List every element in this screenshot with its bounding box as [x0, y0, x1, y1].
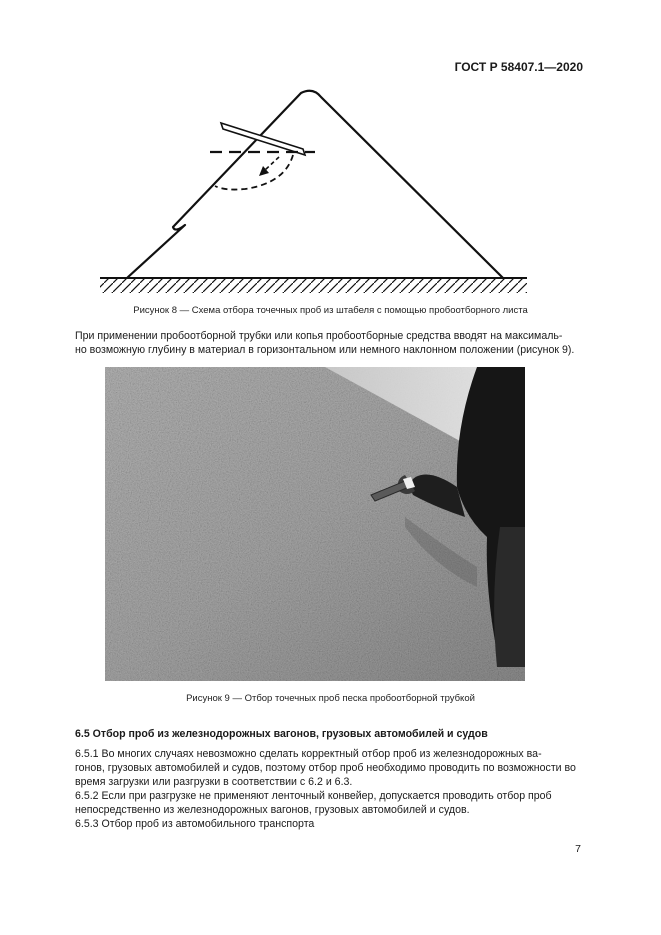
sampling-sheet: [221, 123, 305, 155]
standard-code: ГОСТ Р 58407.1—2020: [454, 60, 583, 74]
figure-8-caption: Рисунок 8 — Схема отбора точечных проб из штабеля с помощью пробоотборного листа: [133, 305, 528, 316]
ground-hatching: [100, 278, 527, 293]
figure-9-photo: [105, 367, 525, 681]
p652-line-2: непосредственно из железнодорожных вагонов, грузовых автомобилей и судов.: [75, 804, 470, 816]
intro-line-1: При применении пробоотборной трубки или копья пробоотборные средства вводят на максималь-: [75, 330, 563, 342]
stockpile-outline: [127, 91, 503, 278]
p651-line-1: 6.5.1 Во многих случаях невозможно сделать корректный отбор проб из железнодорожных ва-: [75, 748, 542, 760]
section-body: [75, 747, 585, 831]
intro-paragraph: [75, 329, 590, 357]
intro-line-2: но возможную глубину в материал в горизонтальном или немного наклонном положении (рисунок 9).: [75, 344, 575, 356]
page-number: 7: [575, 843, 581, 855]
p651-line-2: гонов, грузовых автомобилей и судов, поэтому отбор проб необходимо проводить по возможности во: [75, 762, 576, 774]
p651-line-3: время загрузки или разгрузки в соответствии с 6.2 и 6.3.: [75, 776, 353, 788]
section-heading: 6.5 Отбор проб из железнодорожных вагонов, грузовых автомобилей и судов: [75, 728, 488, 740]
figure-8-diagram: [95, 85, 535, 300]
figure-9-caption: Рисунок 9 — Отбор точечных проб песка пробоотборной трубкой: [186, 693, 475, 704]
insert-arrow-icon: [259, 157, 279, 176]
p653-line: 6.5.3 Отбор проб из автомобильного транспорта: [75, 818, 315, 830]
p652-line-1: 6.5.2 Если при разгрузке не применяют ленточный конвейер, допускается проводить отбор проб: [75, 790, 552, 802]
